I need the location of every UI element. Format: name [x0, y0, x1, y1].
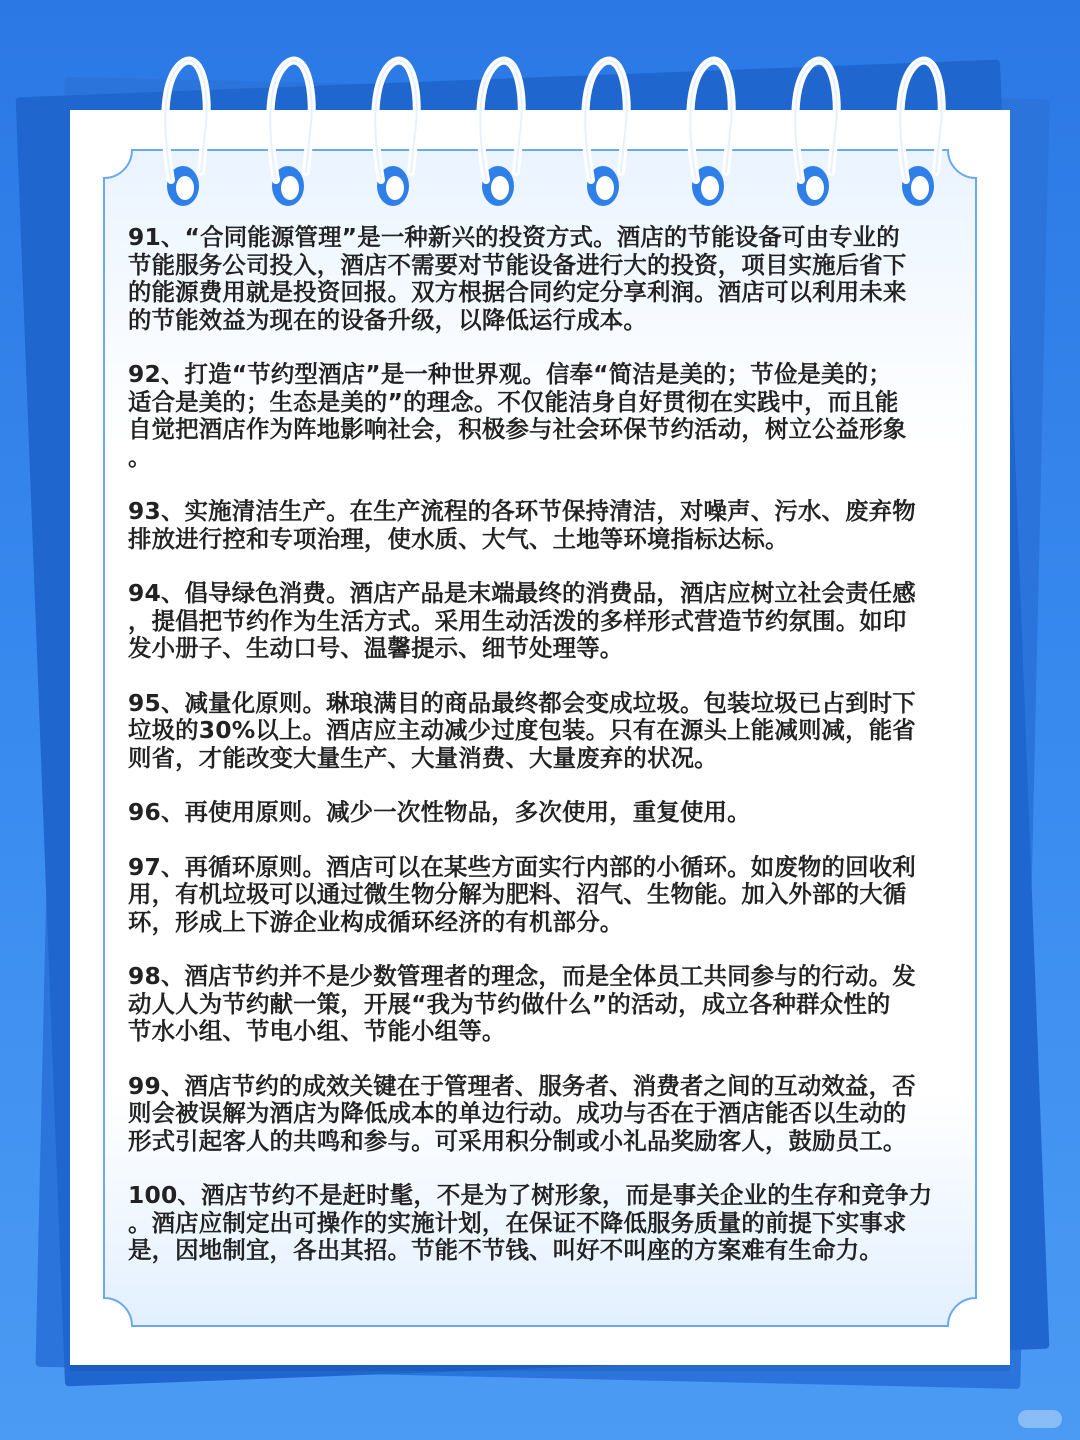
tip-line: 环，形成上下游企业构成循环经济的有机部分。 — [128, 907, 624, 936]
tip-line: 。酒店应制定出可操作的实施计划，在保证不降低服务质量的前提下实事求 — [128, 1208, 907, 1237]
watermark — [1018, 1410, 1062, 1428]
tip-line: 用，有机垃圾可以通过微生物分解为肥料、沼气、生物能。加入外部的大循 — [128, 880, 907, 908]
tip-line: 91、“合同能源管理”是一种新兴的投资方式。酒店的节能设备可由专业的 — [128, 223, 900, 251]
tip-paragraph — [128, 690, 978, 773]
tip-line: 的节能效益为现在的设备升级，以降低运行成本。 — [128, 305, 647, 334]
tip-line: 垃圾的30%以上。酒店应主动减少过度包装。只有在源头上能减则减，能省 — [128, 716, 916, 744]
tip-line: 动人人为节约献一策，开展“我为节约做什么”的活动，成立各种群众性的 — [128, 989, 891, 1018]
tip-paragraph — [128, 580, 978, 663]
tip-line: 是，因地制宜，各出其招。节能不节钱、叫好不叫座的方案难有生命力。 — [128, 1236, 883, 1264]
spiral-binding-ring-icon — [680, 52, 736, 162]
tip-line: 的能源费用就是投资回报。双方根据合同约定分享利润。酒店可以利用未来 — [128, 278, 907, 306]
tip-paragraph — [128, 224, 978, 334]
tip-paragraph — [128, 1182, 978, 1265]
tips-list — [128, 224, 978, 1292]
tip-line: 自觉把酒店作为阵地影响社会，积极参与社会环保节约活动，树立公益形象 — [128, 415, 907, 443]
tip-line: 93、实施清洁生产。在生产流程的各环节保持清洁，对噪声、污水、废弃物 — [128, 497, 916, 525]
spiral-binding-ring-icon — [890, 52, 946, 162]
tip-line: ，提倡把节约作为生活方式。采用生动活泼的多样形式营造节约氛围。如印 — [128, 606, 907, 635]
tip-line: 形式引起客人的共鸣和参与。可采用积分制或小礼品奖励客人，鼓励员工。 — [128, 1126, 907, 1155]
spiral-binding-ring-icon — [785, 52, 841, 162]
tip-line: 节能服务公司投入，酒店不需要对节能设备进行大的投资，项目实施后省下 — [128, 250, 907, 279]
tip-line: 则省，才能改变大量生产、大量消费、大量废弃的状况。 — [128, 743, 718, 772]
tip-line: 适合是美的；生态是美的”的理念。不仅能洁身自好贯彻在实践中，而且能 — [128, 387, 899, 416]
spiral-binding-ring-icon — [155, 52, 211, 162]
tip-line: 97、再循环原则。酒店可以在某些方面实行内部的小循环。如废物的回收利 — [128, 852, 916, 881]
tip-paragraph — [128, 799, 978, 827]
tip-line: 节水小组、节电小组、节能小组等。 — [128, 1017, 506, 1045]
tip-line: 排放进行控和专项治理，使水质、大气、土地等环境指标达标。 — [128, 524, 789, 553]
tip-line: 94、倡导绿色消费。酒店产品是末端最终的消费品，酒店应树立社会责任感 — [128, 579, 916, 607]
tip-line: 99、酒店节约的成效关键在于管理者、服务者、消费者之间的互动效益，否 — [128, 1071, 916, 1100]
spiral-binding-ring-icon — [470, 52, 526, 162]
tip-line: 92、打造“节约型酒店”是一种世界观。信奉“简洁是美的；节俭是美的； — [128, 360, 892, 388]
tip-line: 96、再使用原则。减少一次性物品，多次使用，重复使用。 — [128, 798, 751, 826]
spiral-binding-ring-icon — [575, 52, 631, 162]
spiral-binding-ring-icon — [260, 52, 316, 162]
tip-paragraph — [128, 498, 978, 553]
tip-line: 98、酒店节约并不是少数管理者的理念，而是全体员工共同参与的行动。发 — [128, 962, 916, 990]
tip-line: 95、减量化原则。琳琅满目的商品最终都会变成垃圾。包装垃圾已占到时下 — [128, 688, 916, 717]
tip-paragraph — [128, 1073, 978, 1156]
tip-line: 100、酒店节约不是赶时髦，不是为了树形象，而是事关企业的生存和竞争力 — [128, 1181, 933, 1209]
tip-paragraph — [128, 361, 978, 471]
tip-line: 。 — [128, 442, 152, 471]
spiral-binding-ring-icon — [365, 52, 421, 162]
tip-line: 发小册子、生动口号、温馨提示、细节处理等。 — [128, 634, 624, 662]
tip-line: 则会被误解为酒店为降低成本的单边行动。成功与否在于酒店能否以生动的 — [128, 1099, 907, 1127]
tip-paragraph — [128, 963, 978, 1046]
tip-paragraph — [128, 854, 978, 937]
